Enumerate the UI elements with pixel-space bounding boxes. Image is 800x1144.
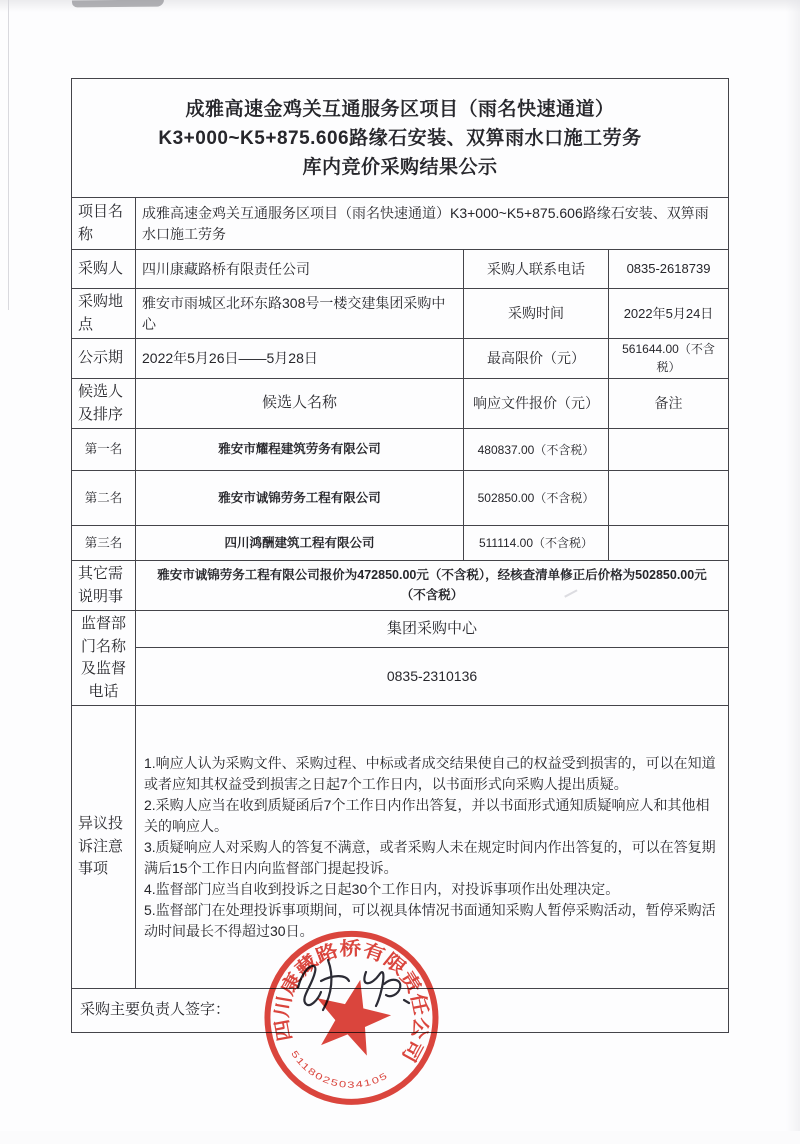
candidate-remark [609,471,729,526]
announcement-table [71,78,729,1033]
candidate-name: 雅安市诚锦劳务工程有限公司 [136,471,464,526]
project-name-value: 成雅高速金鸡关互通服务区项目（雨名快速通道）K3+000~K5+875.606路缘石安装、双箅雨水口施工劳务 [136,198,729,250]
candidate-price: 502850.00（不含税） [464,471,609,526]
candidate-name: 雅安市耀程建筑劳务有限公司 [136,429,464,471]
other-notes-label: 其它需说明事 [72,561,136,611]
candidate-row [72,526,729,561]
objection-item: 4.监督部门应当自收到投诉之日起30个工作日内，对投诉事项作出处理决定。 [144,880,620,897]
objection-label: 异议投诉注意事项 [72,706,136,989]
signature-label: 采购主要负责人签字： [72,989,729,1033]
page-edge-line [8,0,9,310]
document-title [72,79,729,198]
candidate-price: 480837.00（不含税） [464,429,609,471]
objection-item: 3.质疑响应人对采购人的答复不满意，或者采购人未在规定时间内作出答复的，可以在答复期满后15个工作日内向监督部门提起投诉。 [144,838,716,876]
supervision-phone: 0835-2310136 [136,647,729,705]
title-line: 成雅高速金鸡关互通服务区项目（雨名快速通道） [185,98,615,120]
candidates-remark-header: 备注 [609,379,729,429]
purchaser-label: 采购人 [72,250,136,289]
candidate-rank: 第二名 [72,471,136,526]
publicity-period-value: 2022年5月26日——5月28日 [136,339,464,379]
candidate-rank: 第三名 [72,526,136,561]
supervision-department: 集团采购中心 [136,611,729,648]
title-line: K3+000~K5+875.606路缘石安装、双箅雨水口施工劳务 [158,127,642,149]
candidate-row [72,429,729,471]
location-value: 雅安市雨城区北环东路308号一楼交建集团采购中心 [136,289,464,339]
seal-company-text: 四川康藏路桥有限责任公司 [270,937,433,1063]
seal-serial-text: 5118025034105 [289,1048,388,1090]
candidate-row [72,471,729,526]
candidate-remark [609,526,729,561]
objection-item: 1.响应人认为采购文件、采购过程、中标或者成交结果使自己的权益受到损害的，可以在知道或者应知其权益受到损害之日起7个工作日内，以书面形式向采购人提出质疑。 [144,754,716,792]
supervision-label: 监督部门名称及监督电话 [72,611,136,706]
publicity-period-label: 公示期 [72,339,136,379]
candidates-price-header: 响应文件报价（元） [464,379,609,429]
purchase-time-label: 采购时间 [464,289,609,339]
candidates-name-header: 候选人名称 [136,379,464,429]
max-price-label: 最高限价（元） [464,339,609,379]
purchaser-value: 四川康藏路桥有限责任公司 [136,250,464,289]
scan-smudge [72,0,164,7]
purchaser-phone-label: 采购人联系电话 [464,250,609,289]
candidate-rank: 第一名 [72,429,136,471]
purchaser-phone-value: 0835-2618739 [609,250,729,289]
max-price-value: 561644.00（不含税） [609,339,729,379]
purchase-time-value: 2022年5月24日 [609,289,729,339]
candidate-price: 511114.00（不含税） [464,526,609,561]
page-edge-shadow [786,0,800,1131]
candidates-rank-header: 候选人及排序 [72,379,136,429]
objection-item: 2.采购人应当在收到质疑函后7个工作日内作出答复，并以书面形式通知质疑响应人和其他相关的响应人。 [144,796,710,834]
location-label: 采购地点 [72,289,136,339]
title-line: 库内竞价采购结果公示 [302,156,498,178]
other-notes-value: 雅安市诚锦劳务工程有限公司报价为472850.00元（不含税），经核查清单修正后价格为502850.00元（不含税） [136,561,729,611]
project-name-label: 项目名称 [72,198,136,250]
candidate-name: 四川鸿酬建筑工程有限公司 [136,526,464,561]
objection-item: 5.监督部门在处理投诉事项期间，可以视具体情况书面通知采购人暂停采购活动，暂停采购活动时间最长不得超过30日。 [144,901,716,939]
candidate-remark [609,429,729,471]
objection-content [136,706,729,989]
